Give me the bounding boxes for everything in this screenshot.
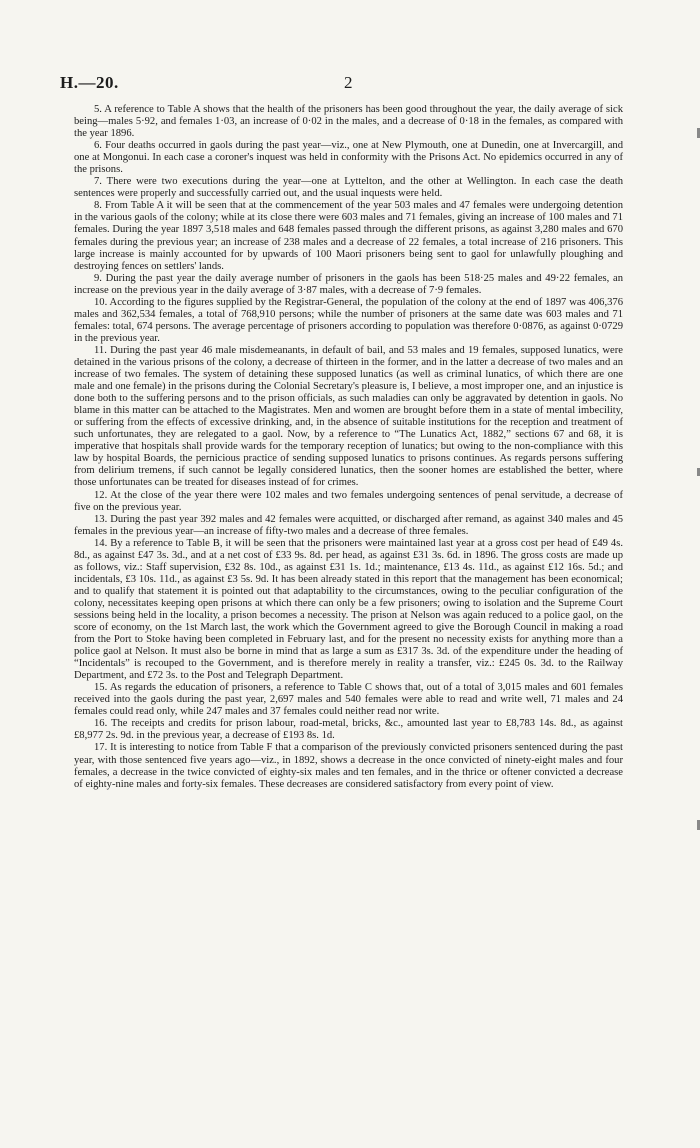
page-header — [60, 73, 640, 95]
page-number: 2 — [344, 73, 353, 92]
paragraph-5: 5. A reference to Table A shows that the health of the prisoners has been good throughout the year, the daily average of sick being—males 5·92, and females 1·03, an increase of 0·02 in the males, and a decrease of 0·18 in the females, as compared with the year 1896. — [74, 104, 623, 140]
paragraph-9: 9. During the past year the daily average number of prisoners in the gaols has been 518·25 males and 49·22 females, an increase on the previous year in the daily average of 3·87 males, with a decrease of 7·9 females. — [74, 272, 623, 296]
paragraph-16: 16. The receipts and credits for prison labour, road-metal, bricks, &c., amounted last year to £8,783 14s. 8d., as against £8,977 2s. 9d. in the previous year, a decrease of £193 8s. 1d. — [74, 718, 623, 742]
paragraph-7: 7. There were two executions during the year—one at Lyttelton, and the other at Wellington. In each case the death sentences were properly and successfully carried out, and the usual inquests were held. — [74, 176, 623, 200]
paragraph-10: 10. According to the figures supplied by the Registrar-General, the population of the colony at the end of 1897 was 406,376 males and 362,534 females, a total of 768,910 persons; while the number of prisoners at the same date was 603 males and 71 females: total, 674 persons. The average percentage of prisoners according to population was therefore 0·0876, as against 0·0729 in the previous year. — [74, 296, 623, 344]
paragraph-8: 8. From Table A it will be seen that at the commencement of the year 503 males and 47 females were undergoing detention in the various gaols of the colony; while at its close there were 603 males and 71 females, giving an increase of 100 males and 71 females. During the year 1897 3,518 males and 648 females passed through the different prisons, as against 3,280 males and 670 females during the previous year; an increase of 238 males and a decrease of 22 females, a total increase of 216 prisoners. This large increase is mainly accounted for by upwards of 100 Maori prisoners being sent to gaol for unlawfully ploughing and destroying fences on settlers' lands. — [74, 200, 623, 272]
paragraph-12: 12. At the close of the year there were 102 males and two females undergoing sentences of penal servitude, a decrease of five on the previous year. — [74, 489, 623, 513]
paragraph-15: 15. As regards the education of prisoners, a reference to Table C shows that, out of a total of 3,015 males and 601 females received into the gaols during the past year, 2,697 males and 540 females were able to read and write well, 71 males and 24 females could read only, while 247 males and 37 females could neither read nor write. — [74, 682, 623, 718]
paragraph-11: 11. During the past year 46 male misdemeanants, in default of bail, and 53 males and 19 females, supposed lunatics, were detained in the various prisons of the colony, a decrease of thirteen in the former, and in the latter a decrease of two males and an increase of two females. The system of detaining these supposed lunatics (as well as criminal lunatics, of which there are one male and one female) in the prisons during the Colonial Secretary's pleasure is, I believe, a most improper one, and an injustice is done both to the suffering persons and to the prison officials, as such maladies can only be aggravated by detention in gaols. No blame in this matter can be attached to the Magistrates. Men and women are brought before them in a state of mental imbecility, or suffering from the effects of excessive drinking, and, in the absence of suitable institutions for the reception and treatment of such unfortunates, they are relegated to a gaol. Now, by a reference to “The Lunatics Act, 1882,” sections 67 and 68, it is imperative that hospitals shall provide wards for the temporary reception of lunatics; but owing to the non-compliance with this law by hospital Boards, the pernicious practice of sending supposed lunatics to prisons continues. As regards persons suffering from delirium tremens, if such cannot be legally considered lunatics, then the sooner homes are established the better, where those unfortunates can be treated for diseases instead of for crimes. — [74, 344, 623, 489]
report-body — [74, 104, 623, 791]
paragraph-14: 14. By a reference to Table B, it will be seen that the prisoners were maintained last year at a gross cost per head of £49 4s. 8d., as against £47 3s. 3d., and at a net cost of £33 9s. 8d. per head, as against £31 3s. 6d. in 1896. The gross costs are made up as follows, viz.: Staff supervision, £32 8s. 10d., as against £31 1s. 1d.; maintenance, £13 4s. 11d., as against £12 16s. 5d.; and incidentals, £3 10s. 11d., as against £3 5s. 9d. It has been already stated in this report that the management has been economical; and to qualify that statement it is pointed out that adaptability to the circumstances, owing to the peculiar configuration of the colony, necessitates keeping open prisons at which there can only be a few prisoners; owing to isolation and the Supreme Court sessions being held in the locality, a prison becomes a necessity. The prison at Nelson was again reduced to a police gaol, on the score of economy, on the 1st March last, the work which the Government agreed to give the Borough Council in making a road from the Port to Stoke having been completed in February last, and for the present no necessity exists for anything more than a police gaol at Nelson. It must also be borne in mind that as large a sum as £317 3s. 3d. of the expenditure under the heading of “Incidentals” is recouped to the Government, and is therefore merely in reality a transfer, viz.: £245 0s. 3d. to the Railway Department, and £72 3s. to the Post and Telegraph Department. — [74, 537, 623, 682]
paragraph-13: 13. During the past year 392 males and 42 females were acquitted, or discharged after remand, as against 340 males and 45 females in the previous year—an increase of fifty-two males and a decrease of three females. — [74, 513, 623, 537]
paragraph-6: 6. Four deaths occurred in gaols during the past year—viz., one at New Plymouth, one at Dunedin, one at Invercargill, and one at Mongonui. In each case a coroner's inquest was held in conformity with the Prisons Act. No epidemics occurred in any of the prisons. — [74, 140, 623, 176]
document-reference: H.—20. — [60, 73, 119, 92]
paragraph-17: 17. It is interesting to notice from Table F that a comparison of the previously convicted prisoners sentenced during the past year, with those sentenced five years ago—viz., in 1892, shows a decrease in the once convicted of ninety-eight males and four females, a decrease in the twice convicted of eighty-six males and ten females, and in the thrice or oftener convicted a decrease of eighty-nine males and forty-six females. These decreases are considered satisfactory from every point of view. — [74, 742, 623, 790]
